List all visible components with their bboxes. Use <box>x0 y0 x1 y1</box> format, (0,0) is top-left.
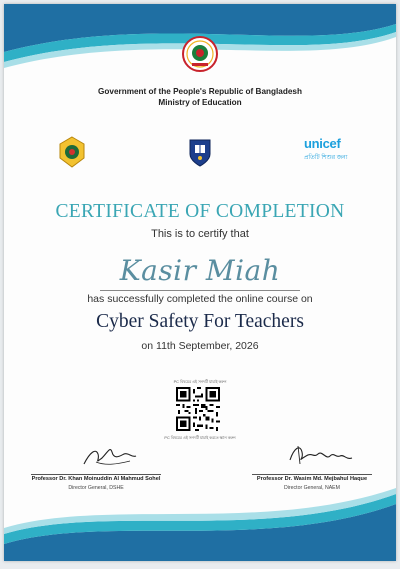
course-title: Cyber Safety For Teachers <box>96 311 304 332</box>
bangladesh-government-seal-icon <box>182 36 218 72</box>
signatory-role-left: Director General, DSHE <box>68 485 124 491</box>
completion-text: has successfully completed the online course on <box>87 293 313 305</box>
certificate-title: CERTIFICATE OF COMPLETION <box>55 201 345 222</box>
signatory-name-left: Professor Dr. Khan Moinuddin Al Mahmud Sohel <box>31 476 161 482</box>
signature-image-right <box>286 440 356 468</box>
unicef-tagline: প্রতিটি শিশুর জন্য <box>304 155 348 161</box>
naem-emblem-icon <box>186 136 214 168</box>
qr-caption-bottom: PC বিষয়ের এই সনদটি যাচাই করতে স্ক্যান করুন <box>164 436 236 440</box>
certify-text: This is to certify that <box>151 228 249 240</box>
verification-qr-code[interactable] <box>176 387 220 431</box>
qr-caption-top: PC বিষয়ের এই সনদটি যাচাই করুন <box>173 380 227 384</box>
unicef-wordmark: unicef <box>304 136 341 151</box>
certificate-page <box>4 4 396 561</box>
signature-line-right <box>252 474 372 475</box>
recipient-underline <box>100 290 300 291</box>
signatory-role-right: Director General, NAEM <box>284 485 340 491</box>
unicef-logo-icon <box>304 136 364 163</box>
signature-image-left <box>76 442 146 470</box>
recipient-name: Kasir Miah <box>119 254 281 287</box>
completion-date: on 11th September, 2026 <box>141 340 259 352</box>
signatory-name-right: Professor Dr. Wasim Md. Mejbahul Haque <box>256 476 368 482</box>
signature-line-left <box>31 474 161 475</box>
government-heading <box>4 86 396 108</box>
government-name: Government of the People's Republic of Bangladesh <box>98 87 302 96</box>
ministry-name: Ministry of Education <box>158 98 242 107</box>
dshe-emblem-icon <box>58 136 86 168</box>
